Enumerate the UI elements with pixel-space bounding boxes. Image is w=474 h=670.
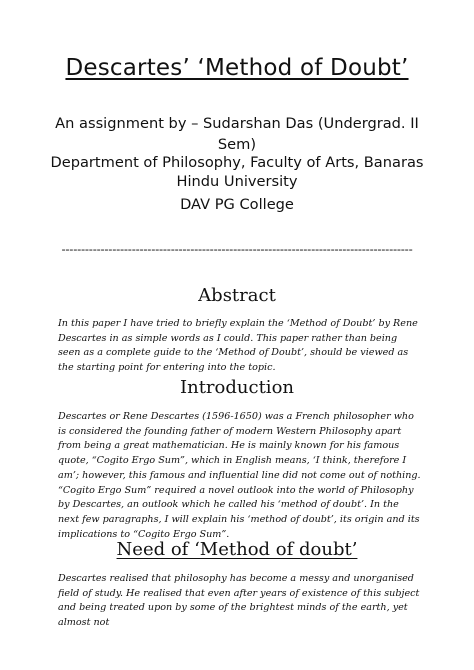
separator-line: ------------------------------------------------------------------------------------------ [61,242,413,256]
document-title: Descartes’ ‘Method of Doubt’ [65,55,409,81]
department-line: Department of Philosophy, Faculty of Arts, Banaras Hindu University [50,154,424,190]
introduction-heading: Introduction [180,377,294,398]
author-byline: An assignment by – Sudarshan Das (Undergrad. II Sem) [55,115,419,153]
abstract-paragraph: In this paper I have tried to briefly explain the ‘Method of Doubt’ by Rene Descartes in as simple words as I could. This paper rather than being seen as a complete guide to the ‘Method of Doubt’, should be viewed as the starting point for entering into the topic. [58,318,418,374]
need-of-method-heading: Need of ‘Method of doubt’ [116,539,358,560]
need-of-method-paragraph: Descartes realised that philosophy has become a messy and unorganised field of study. He realised that even after years of existence of this subject and being treated upon by some of the brightest minds of the earth, yet almost not [58,573,420,629]
college-line: DAV PG College [180,196,294,213]
introduction-paragraph: Descartes or Rene Descartes (1596-1650) was a French philosopher who is considered the founding father of modern Western Philosophy apart from being a great mathematician. He is mainly known for his famous quote, “Cogito Ergo Sum”, which in English means, ‘I think, therefore I am’; however, this famous and influential line did not come out of nothing. “Cogito Ergo Sum” required a novel outlook into the world of Philosophy by Descartes, an outlook which he called his ‘method of doubt’. In the next few paragraphs, I will explain his ‘method of doubt’, its origin and its implications to “Cogito Ergo Sum”. [58,411,421,540]
abstract-heading: Abstract [198,285,276,306]
